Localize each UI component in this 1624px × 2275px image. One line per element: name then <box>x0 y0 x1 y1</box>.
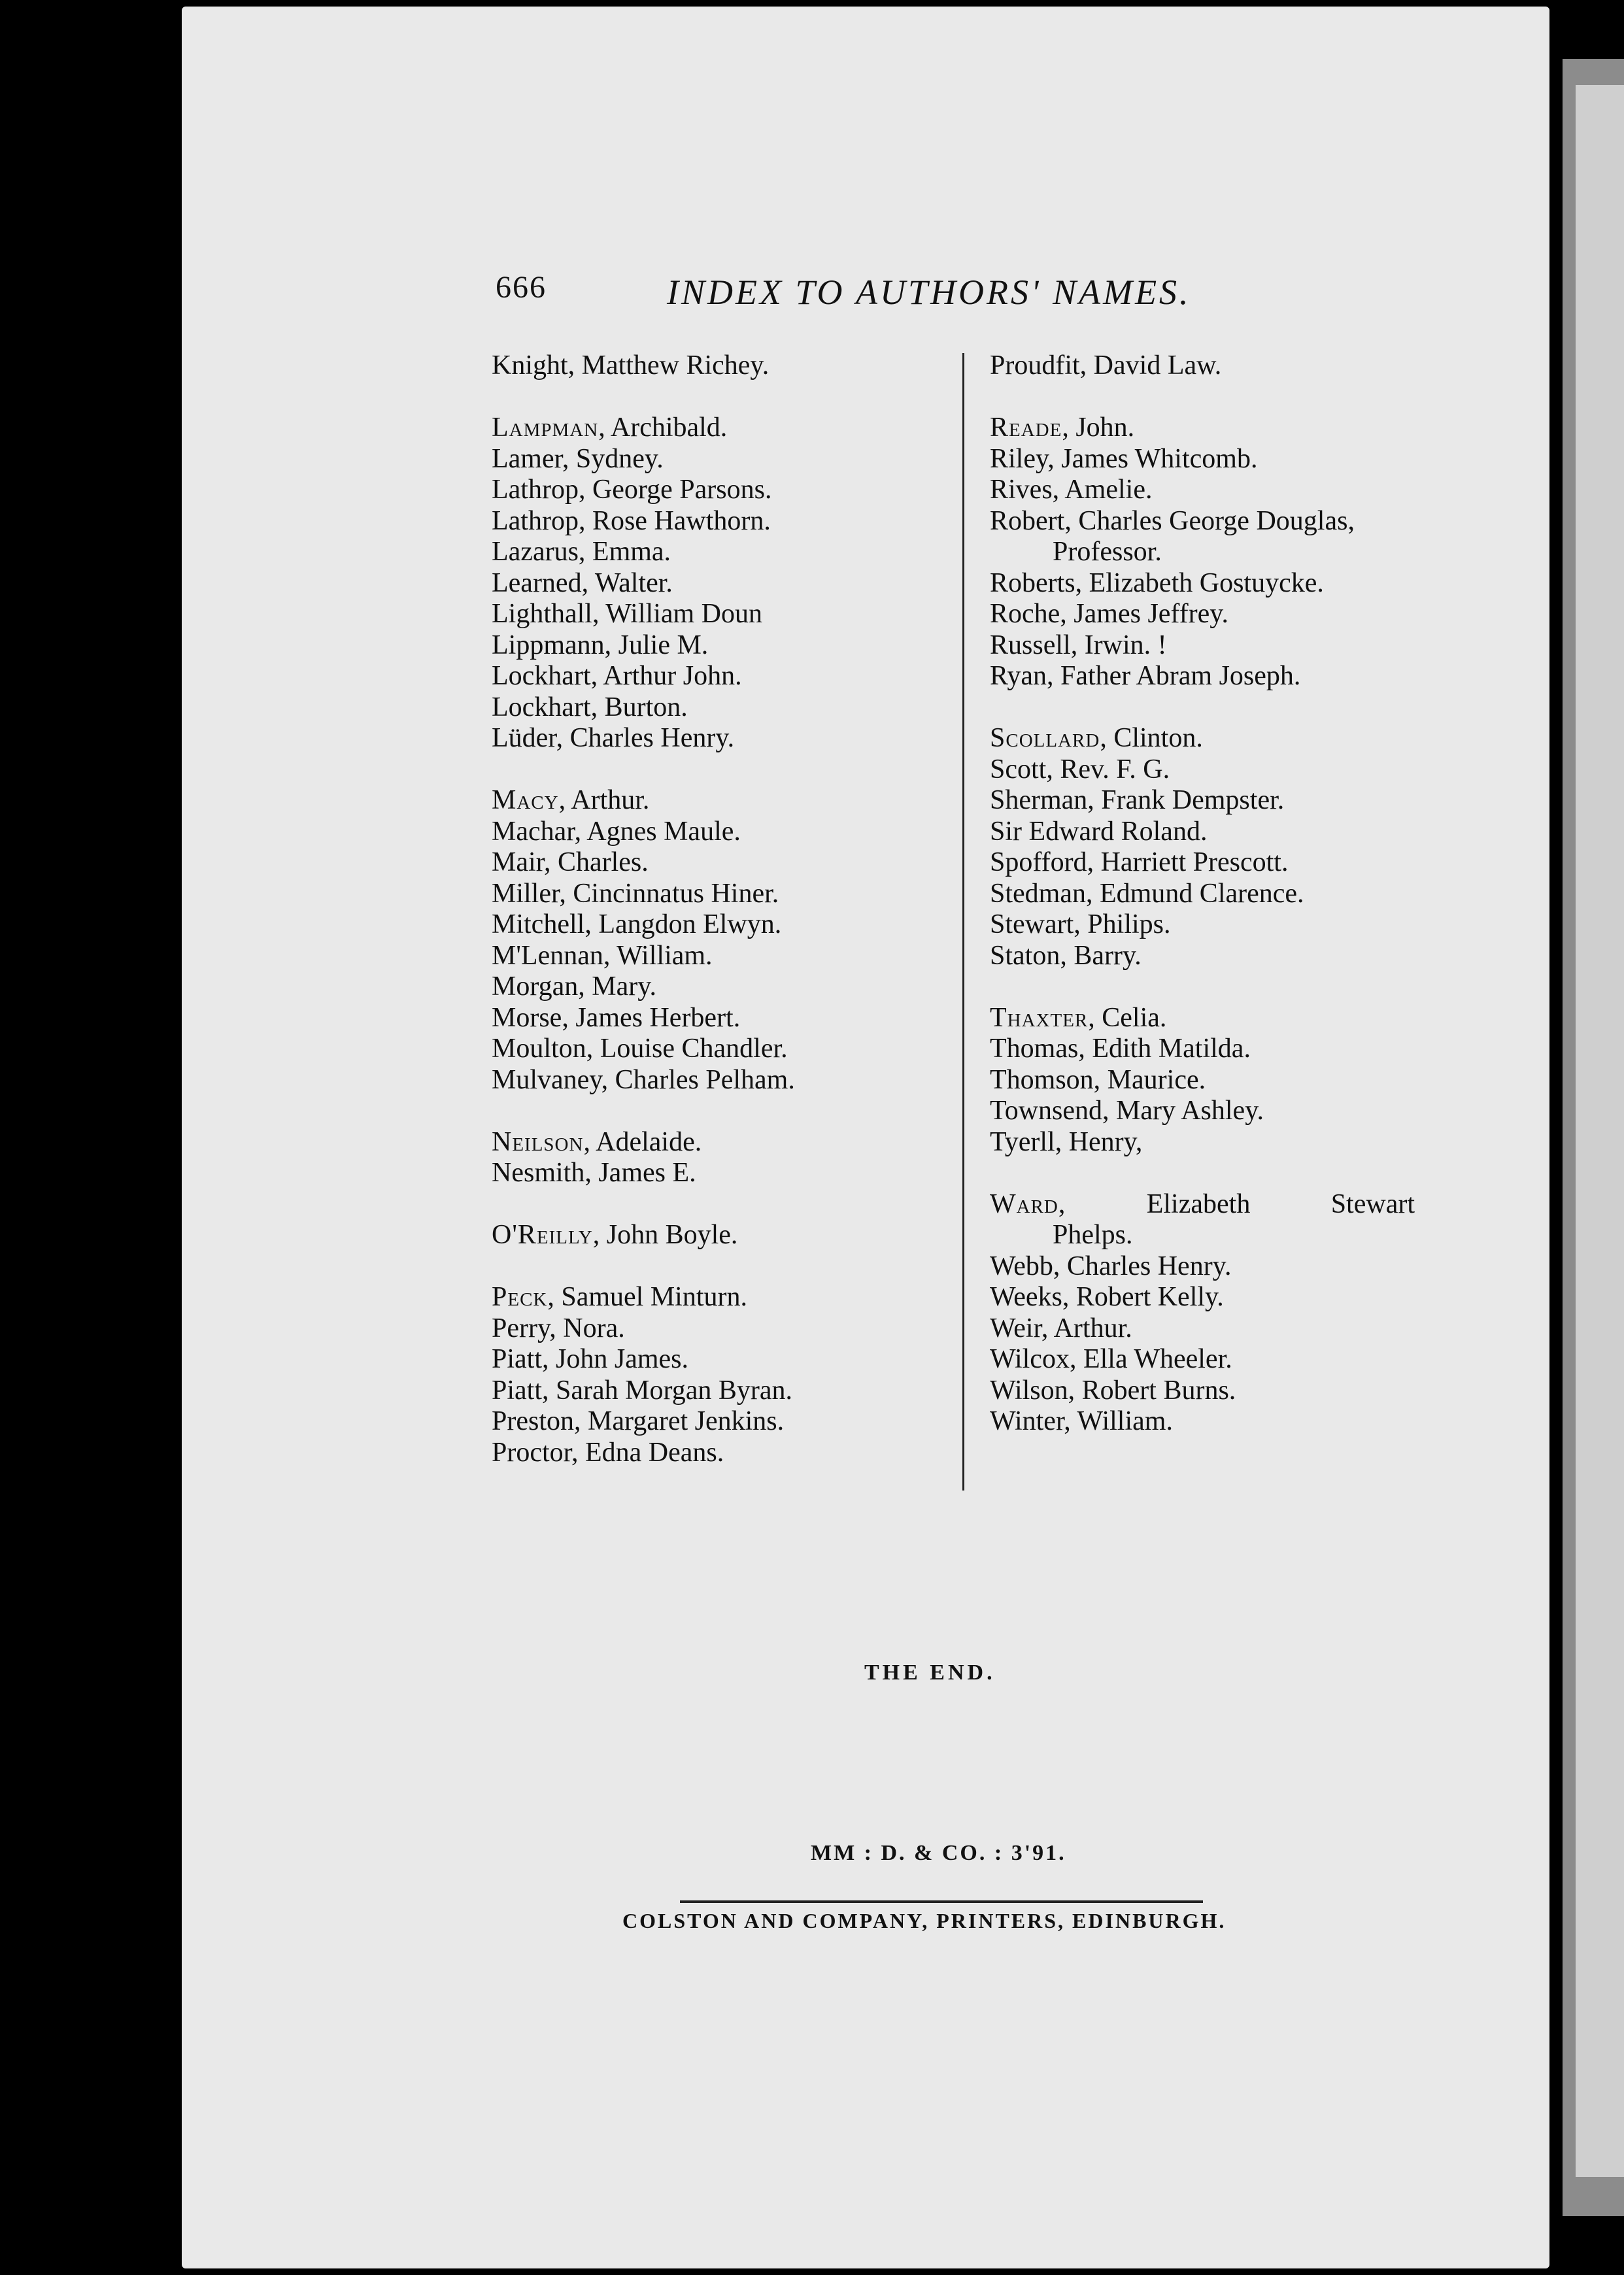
entry-surname: Knight <box>492 350 568 380</box>
index-entry <box>990 413 1415 444</box>
index-entry <box>492 444 795 475</box>
index-entry <box>492 785 795 817</box>
entry-surname: Macy <box>492 785 559 815</box>
entry-given-names: , Burton. <box>590 692 688 722</box>
index-entry <box>492 1344 795 1375</box>
entry-given-names: , Edith Matilda. <box>1078 1034 1251 1064</box>
entry-spacer <box>990 971 1415 1003</box>
the-end-text: THE END. <box>864 1660 996 1685</box>
imprint-code: MM : D. & CO. : 3'91. <box>811 1841 1066 1865</box>
entry-given-names: , Adelaide. <box>583 1126 702 1157</box>
entry-surname: Roche <box>990 599 1060 629</box>
entry-spacer <box>492 382 795 413</box>
entry-surname: Lazarus <box>492 537 579 567</box>
index-entry <box>990 1375 1415 1407</box>
index-entry <box>492 1003 795 1034</box>
index-entry <box>492 1282 795 1313</box>
entry-given-names: , Charles George Douglas, <box>1064 505 1355 536</box>
index-entry <box>990 350 1415 382</box>
index-entry <box>492 568 795 599</box>
index-entry <box>990 475 1415 506</box>
entry-surname: Mulvaney <box>492 1064 601 1095</box>
entry-given-names: , Mary. <box>578 971 656 1002</box>
entry-given-names: , James Whitcomb. <box>1047 443 1258 474</box>
imprint-rule <box>680 1900 1203 1903</box>
index-entry <box>492 1438 795 1469</box>
index-entry <box>990 1034 1415 1065</box>
entry-given-names: , Robert Burns. <box>1068 1375 1236 1406</box>
index-entry <box>990 1003 1415 1034</box>
entry-surname: Piatt <box>492 1375 543 1406</box>
entry-given-names: , George Parsons. <box>578 475 772 505</box>
index-entry <box>990 661 1415 692</box>
entry-given-names: , Julie M. <box>604 630 709 660</box>
index-entry <box>492 661 795 692</box>
entry-surname: Lockhart <box>492 692 591 722</box>
index-entry <box>492 1158 795 1189</box>
index-entry <box>990 1282 1415 1313</box>
index-entry <box>492 1313 795 1345</box>
entry-spacer <box>492 1189 795 1221</box>
index-entry <box>990 1065 1415 1096</box>
printer-line: COLSTON AND COMPANY, PRINTERS, EDINBURGH. <box>622 1909 1226 1932</box>
running-head-title: INDEX TO AUTHORS' NAMES. <box>667 273 1191 312</box>
entry-surname: Peck <box>492 1282 548 1312</box>
index-entry <box>990 785 1415 817</box>
entry-spacer <box>990 382 1415 413</box>
entry-given-names: , Henry, <box>1055 1126 1143 1157</box>
entry-surname: Riley <box>990 443 1048 474</box>
entry-given-names: , James Herbert. <box>562 1002 741 1033</box>
entry-surname: Lighthall <box>492 599 592 629</box>
entry-surname: Stedman <box>990 878 1086 909</box>
entry-given-names: , Edna Deans. <box>571 1437 724 1468</box>
entry-surname: Learned <box>492 567 582 598</box>
entry-surname: Mair <box>492 847 544 877</box>
entry-surname: Ryan <box>990 661 1047 691</box>
entry-surname: Sir Edward Roland. <box>990 816 1208 847</box>
index-entry <box>492 817 795 848</box>
entry-given-names: , Sarah Morgan Byran. <box>542 1375 792 1406</box>
entry-surname: Wilson <box>990 1375 1068 1406</box>
entry-surname: Stewart <box>990 909 1074 939</box>
entry-given-names: , Louise Chandler. <box>586 1034 788 1064</box>
entry-word: Elizabeth <box>1146 1188 1251 1219</box>
index-entry <box>492 723 795 754</box>
index-entry <box>990 909 1415 941</box>
entry-spacer <box>990 692 1415 724</box>
entry-surname: Winter <box>990 1406 1064 1436</box>
index-entry <box>990 630 1415 662</box>
index-entry <box>492 1406 795 1438</box>
index-column-right <box>990 350 1415 1438</box>
entry-given-names: , John Boyle. <box>592 1220 738 1250</box>
index-entry <box>492 941 795 972</box>
entry-given-names: , Margaret Jenkins. <box>574 1406 785 1436</box>
entry-given-names: , James Jeffrey. <box>1060 599 1229 629</box>
entry-given-names: , Emma. <box>578 537 671 567</box>
entry-surname: M'Lennan <box>492 940 603 971</box>
entry-given-names: , Arthur John. <box>590 661 742 691</box>
index-entry <box>492 909 795 941</box>
entry-surname: Webb <box>990 1251 1053 1281</box>
entry-given-names: , Irwin. ! <box>1070 630 1167 660</box>
entry-surname: Rives <box>990 475 1053 505</box>
entry-surname: Miller <box>492 878 560 909</box>
index-entry <box>492 506 795 537</box>
index-entry <box>492 350 795 382</box>
entry-spacer <box>990 1158 1415 1189</box>
entry-given-names: , John James. <box>542 1344 689 1374</box>
entry-surname: O'Reilly <box>492 1220 593 1250</box>
entry-given-names: , Cincinnatus Hiner. <box>559 878 779 909</box>
entry-surname: Perry <box>492 1313 550 1343</box>
entry-given-names: , Charles Henry. <box>1053 1251 1232 1281</box>
entry-surname: Russell <box>990 630 1071 660</box>
entry-given-names: , Langdon Elwyn. <box>584 909 782 939</box>
entry-given-names: , John. <box>1062 413 1135 443</box>
entry-surname: Spofford <box>990 847 1087 877</box>
entry-spacer <box>492 754 795 786</box>
entry-given-names: , Ella Wheeler. <box>1069 1344 1232 1374</box>
entry-surname: Lippmann <box>492 630 605 660</box>
entry-surname: Lampman <box>492 413 599 443</box>
entry-surname: Proudfit <box>990 350 1080 380</box>
entry-surname: Weeks <box>990 1282 1062 1312</box>
entry-given-names: , Elizabeth Gostuycke. <box>1075 567 1324 598</box>
index-entry <box>990 817 1415 848</box>
index-entry <box>990 1251 1415 1283</box>
index-entry <box>990 1344 1415 1375</box>
entry-surname: Morgan <box>492 971 579 1002</box>
entry-surname: Townsend <box>990 1096 1103 1126</box>
entry-given-names: , Celia. <box>1088 1002 1167 1033</box>
entry-given-names: , Robert Kelly. <box>1062 1282 1224 1312</box>
entry-given-names: , David Law. <box>1079 350 1222 380</box>
entry-continuation: Phelps. <box>1053 1220 1133 1250</box>
entry-surname: Nesmith <box>492 1158 585 1188</box>
index-entry <box>492 537 795 568</box>
entry-surname: Neilson <box>492 1126 584 1157</box>
index-entry <box>990 1127 1415 1158</box>
index-entry <box>990 1313 1415 1345</box>
entry-given-names: , William. <box>603 940 713 971</box>
entry-given-names: , Samuel Minturn. <box>547 1282 748 1312</box>
entry-given-names: , Arthur. <box>1041 1313 1132 1343</box>
entry-given-names: , Archibald. <box>598 413 728 443</box>
index-entry <box>990 1096 1415 1127</box>
index-entry <box>492 630 795 662</box>
index-entry <box>492 1065 795 1096</box>
index-entry <box>990 723 1415 754</box>
entry-given-names: , Matthew Richey. <box>567 350 770 380</box>
entry-given-names: , Barry. <box>1060 940 1142 971</box>
entry-surname: Lockhart <box>492 661 591 691</box>
entry-spacer <box>492 1251 795 1283</box>
entry-surname: Lamer <box>492 443 562 474</box>
entry-surname: Reade <box>990 413 1062 443</box>
entry-surname: Robert <box>990 505 1065 536</box>
index-entry <box>492 692 795 724</box>
column-divider <box>962 353 964 1491</box>
entry-spacer <box>492 1096 795 1127</box>
index-entry <box>990 1189 1415 1221</box>
entry-surname: Mitchell <box>492 909 585 939</box>
entry-surname: Scollard <box>990 723 1100 753</box>
entry-surname: Weir <box>990 1313 1041 1343</box>
entry-given-names: , Rose Hawthorn. <box>578 505 771 536</box>
entry-given-names: , Charles Henry. <box>556 723 735 753</box>
index-entry <box>990 506 1415 537</box>
entry-surname: Scott <box>990 754 1047 784</box>
entry-given-names: , Nora. <box>549 1313 625 1343</box>
entry-surname: Morse <box>492 1002 562 1033</box>
entry-given-names: , Clinton. <box>1100 723 1203 753</box>
entry-given-names: , Sydney. <box>562 443 664 474</box>
entry-given-names: , Charles. <box>543 847 649 877</box>
entry-given-names: , Rev. F. G. <box>1046 754 1170 784</box>
index-entry <box>492 413 795 444</box>
index-entry <box>492 1375 795 1407</box>
entry-surname: Roberts <box>990 567 1075 598</box>
entry-surname: Wilcox <box>990 1344 1070 1374</box>
entry-surname: Moulton <box>492 1034 586 1064</box>
entry-surname: Thomson <box>990 1064 1094 1095</box>
entry-given-names: , Frank Dempster. <box>1087 785 1285 815</box>
index-entry <box>990 1406 1415 1438</box>
entry-given-names: , Amelie. <box>1052 475 1153 505</box>
entry-given-names: , Philips. <box>1074 909 1171 939</box>
entry-surname: Machar <box>492 816 575 847</box>
entry-surname: Proctor <box>492 1437 571 1468</box>
index-entry <box>990 568 1415 599</box>
entry-given-names: , Mary Ashley. <box>1102 1096 1264 1126</box>
entry-surname: Thomas <box>990 1034 1079 1064</box>
entry-given-names: , Harriett Prescott. <box>1087 847 1289 877</box>
index-entry <box>990 941 1415 972</box>
index-entry <box>990 847 1415 879</box>
index-entry <box>990 599 1415 630</box>
index-entry <box>990 1220 1415 1251</box>
entry-surname: Piatt <box>492 1344 543 1374</box>
entry-surname: Lathrop <box>492 475 579 505</box>
entry-given-names: , Walter. <box>581 567 673 598</box>
entry-given-names: , William. <box>1064 1406 1173 1436</box>
index-entry <box>990 444 1415 475</box>
index-column-left <box>492 350 795 1468</box>
index-entry <box>492 847 795 879</box>
index-entry <box>492 1034 795 1065</box>
entry-given-names: , Agnes Maule. <box>574 816 741 847</box>
entry-word: Ward, <box>990 1188 1066 1219</box>
index-entry <box>990 879 1415 910</box>
entry-given-names: , Charles Pelham. <box>601 1064 795 1095</box>
entry-given-names: , James E. <box>584 1158 696 1188</box>
index-entry <box>492 1220 795 1251</box>
index-entry <box>492 475 795 506</box>
adjacent-page-edge-inner <box>1576 85 1624 2177</box>
page-number: 666 <box>496 270 547 305</box>
index-entry <box>492 971 795 1003</box>
index-entry <box>492 879 795 910</box>
entry-given-names: , Father Abram Joseph. <box>1046 661 1301 691</box>
entry-surname: Tyerll <box>990 1126 1055 1157</box>
entry-surname: Lüder <box>492 723 556 753</box>
entry-given-names: , Arthur. <box>558 785 650 815</box>
entry-surname: Sherman <box>990 785 1088 815</box>
entry-continuation: Professor. <box>1053 537 1162 567</box>
entry-given-names: , William Doun <box>592 599 763 629</box>
index-entry <box>492 599 795 630</box>
entry-word: Stewart <box>1330 1188 1415 1219</box>
entry-given-names: , Edmund Clarence. <box>1085 878 1304 909</box>
entry-surname: Thaxter <box>990 1002 1089 1033</box>
index-entry <box>990 754 1415 786</box>
index-entry <box>492 1127 795 1158</box>
index-entry <box>990 537 1415 568</box>
entry-surname: Preston <box>492 1406 574 1436</box>
entry-surname: Staton <box>990 940 1060 971</box>
entry-given-names: , Maurice. <box>1093 1064 1206 1095</box>
entry-surname: Lathrop <box>492 505 579 536</box>
